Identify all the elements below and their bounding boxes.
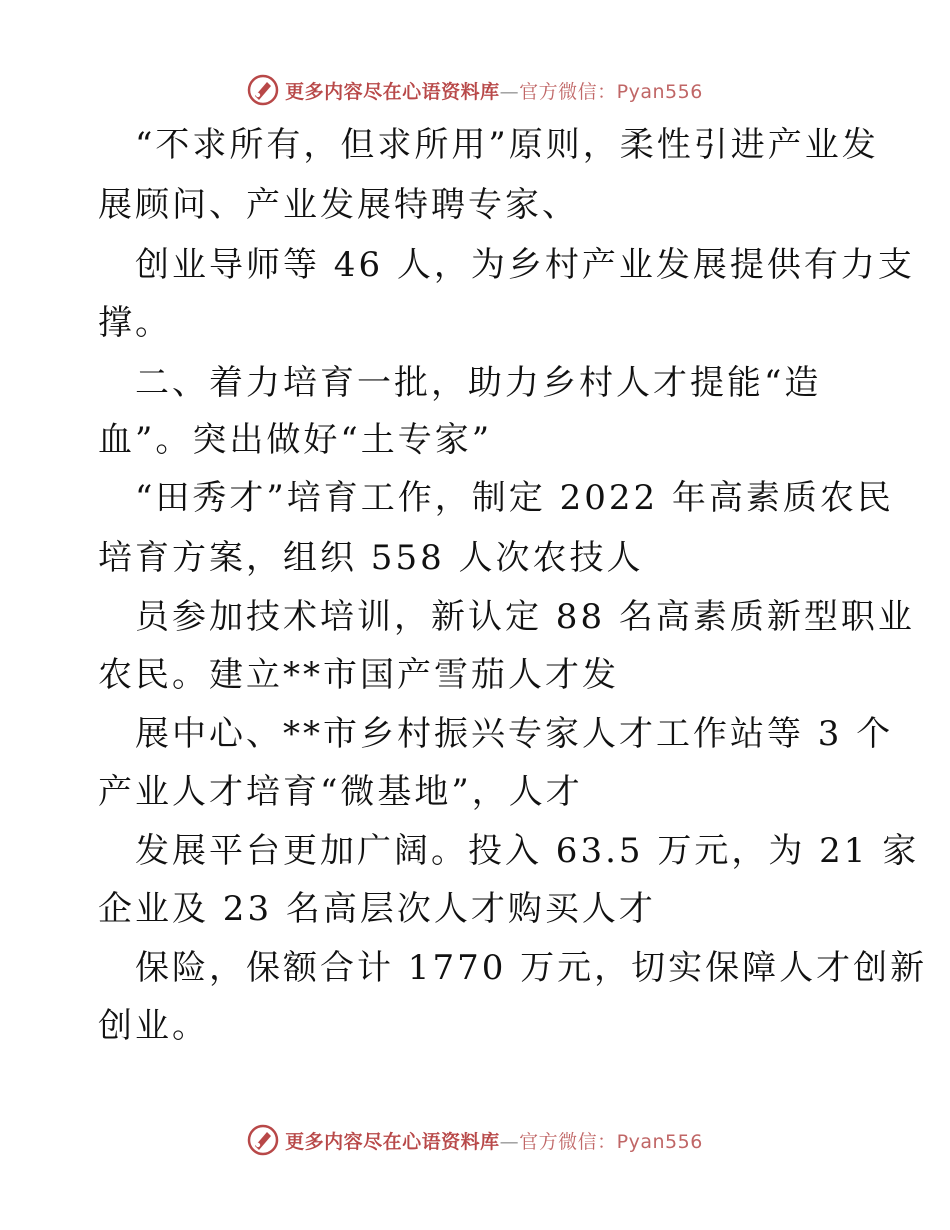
body-line: 撑。 — [98, 303, 172, 343]
body-line: “不求所有，但求所用”原则，柔性引进产业发 — [135, 125, 879, 165]
banner-contact: 官方微信：Pyan556 — [519, 1130, 703, 1153]
body-line: 血”。突出做好“土专家” — [98, 420, 493, 460]
body-line: 产业人才培育“微基地”，人才 — [98, 772, 583, 812]
banner-separator: — — [499, 80, 520, 103]
header-banner — [0, 70, 950, 110]
body-line: 培育方案，组织 558 人次农技人 — [98, 538, 644, 578]
body-line: 创业。 — [98, 1006, 209, 1046]
body-line: 二、着力培育一批，助力乡村人才提能“造 — [135, 363, 822, 403]
banner-contact: 官方微信：Pyan556 — [519, 80, 703, 103]
banner-brand: 更多内容尽在心语资料库 — [285, 80, 500, 103]
banner-text — [285, 77, 703, 104]
body-line: “田秀才”培育工作，制定 2022 年高素质农民 — [135, 478, 894, 518]
body-line: 创业导师等 46 人，为乡村产业发展提供有力支 — [135, 245, 915, 285]
body-line: 员参加技术培训，新认定 88 名高素质新型职业 — [135, 597, 915, 637]
footer-banner — [0, 1120, 950, 1160]
body-line: 保险，保额合计 1770 万元，切实保障人才创新 — [135, 948, 928, 988]
body-line: 农民。建立**市国产雪茄人才发 — [98, 655, 619, 695]
banner-separator: — — [499, 1130, 520, 1153]
body-line: 发展平台更加广阔。投入 63.5 万元，为 21 家 — [135, 831, 920, 871]
banner-text — [285, 1127, 703, 1154]
logo-icon — [247, 74, 279, 106]
banner-brand: 更多内容尽在心语资料库 — [285, 1130, 500, 1153]
body-line: 展中心、**市乡村振兴专家人才工作站等 3 个 — [135, 714, 894, 754]
logo-icon — [247, 1124, 279, 1156]
body-line: 企业及 23 名高层次人才购买人才 — [98, 889, 656, 929]
body-line: 展顾问、产业发展特聘专家、 — [98, 185, 579, 225]
